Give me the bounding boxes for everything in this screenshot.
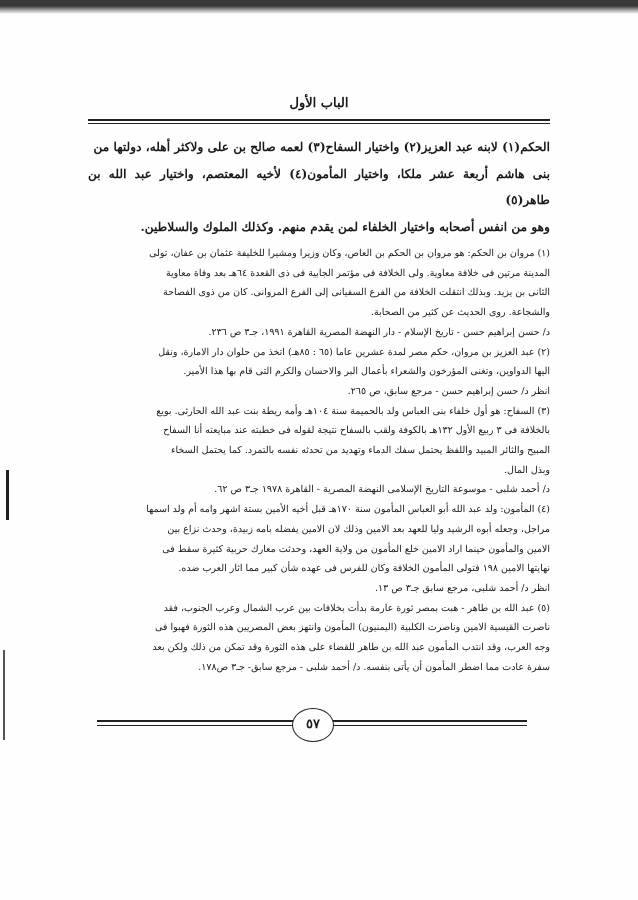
- scan-top-edge: [0, 0, 638, 14]
- footnote-line: سفرة عادت مما اضطر المأمون أن يأتى بنفسه. د/ أحمد شلبى - مرجع سابق- جـ٣ ص١٧٨.: [198, 661, 550, 673]
- chapter-title: الباب الأول: [289, 96, 349, 111]
- footnote-line: (٥) عبد الله بن طاهر - هبت بمصر ثورة عارمة بدأت بخلافات بين عرب الشمال وعرب الجنوب، فقد: [163, 602, 550, 614]
- footnote-line: د/ حسن إبراهيم حسن - تاريخ الإسلام - دار النهضة المصرية القاهرة ١٩٩١، جـ٣ ص ٢٣٦.: [208, 326, 550, 338]
- footnote-line: (٤) المأمون: ولد عبد الله أبو العباس المأمون سنة ١٧٠هـ قبل أخيه الأمين بستة اشهر وامه أم ولد اسمها: [146, 504, 550, 516]
- main-text: [88, 134, 550, 240]
- footnote-line: بالخلافة فى ٣ ربيع الأول ١٣٢هـ بالكوفة ولقب بالسفاح نتيجة لقوله فى خطبته عند مبايعته أنا السفاح: [163, 425, 550, 437]
- footnote-line: وبذل المال.: [504, 464, 550, 476]
- footnote-line: اليها الدواوين، وتغنى المؤرخون والشعراء بأعمال البر والاحسان والكرم التى قام بها هذا الأمير.: [183, 366, 550, 378]
- footnote-line: المبيح والثائر المبيد واللفظ يحتمل سفك الدماء وتهديد من تحدثه نفسه بالتمرد. كما يحتمل السخاء: [171, 445, 550, 457]
- footnote-line: مراجل، وجعله أبوه الرشيد وليا للعهد بعد الامين وذلك لان الامين يفضله بامه زبيدة، وحدث نزاع بين: [167, 523, 550, 535]
- footnote-line: (٣) السفاح: هو أول خلفاء بنى العباس ولد بالحميمة سنة ١٠٤هـ وأمه ريطة بنت عبد الله الحارثى. بويع: [156, 405, 550, 417]
- footnote-line: انظر د/ أحمد شلبى، مرجع سابق جـ٣ ص ١٣.: [374, 582, 550, 594]
- page-content: [88, 96, 550, 677]
- scan-left-mark: [6, 470, 9, 520]
- footnote-line: وجه العرب، وقد انتدب المأمون عبد الله بن طاهر للقضاء على هذه الثورة وقد تمكن من ذلك ولكن بعد: [152, 642, 550, 654]
- scan-left-mark: [3, 650, 5, 740]
- footnote-line: الثانى بن يزيد. وبذلك انتقلت الخلافة من الفرع السفيانى إلى الفرع المروانى. كان من ذوى الفصاحة: [163, 287, 550, 299]
- page-number: ٥٧: [292, 708, 334, 742]
- header-rule: [88, 119, 550, 124]
- footnote-line: نهايتها الامين ١٩٨ فتولى المأمون الخلافة وكان للفرس فى عهده شأن كبير مما اثار العرب ضده.: [178, 563, 550, 575]
- footnote-line: د/ أحمد شلبى - موسوعة التاريخ الإسلامى النهضة المصرية - القاهرة ١٩٧٨ جـ٣ ص ٦٢.: [214, 484, 550, 496]
- footnote-line: (١) مروان بن الحكم: هو مروان بن الحكم بن العاص، وكان وزيرا ومشيرا للخليفة عثمان بن عفان، تولى: [149, 248, 550, 259]
- footnote-line: (٢) عبد العزيز بن مروان، حكم مصر لمدة عشرين عاما (٦٥ : ٨٥هـ) اتخذ من حلوان دار الامارة، ونقل: [158, 346, 550, 358]
- footnote-line: انظر د/ حسن إبراهيم حسن - مرجع سابق، ص ٢٦٥.: [347, 385, 550, 397]
- footnote-line: والشجاعة. روى الحديث عن كثير من الصحابة.: [370, 307, 550, 319]
- main-line: الحكم(١) لابنه عبد العزيز(٢) واختيار السفاح(٣) لعمه صالح بن على ولاكثر أهله، دولتها من: [93, 140, 550, 154]
- footnote-line: ناصرت القيسية الامين وناصرت الكلبية (اليمنيون) المأمون وانتهز بعض المصريين هذه الثورة فهبوا فى: [155, 622, 550, 634]
- footnotes: [88, 244, 550, 677]
- page-footer: [97, 702, 527, 752]
- main-line: بنى هاشم أربعة عشر ملكا، واختيار المأمون(٤) لأخيه المعتصم، واختيار عبد الله بن طاهر(٥): [88, 166, 550, 207]
- main-line: وهو من انفس أصحابه واختيار الخلفاء لمن يقدم منهم. وكذلك الملوك والسلاطين.: [140, 219, 550, 234]
- footnote-line: الامين والمأمون حينما اراد الامين خلع المأمون من ولاية العهد، وحدثت معارك حربية كثيرة سقط فى: [162, 543, 550, 555]
- footnote-line: المدينة مرتين فى خلافة معاوية. ولى الخلافة فى مؤتمر الجابية فى ذى القعدة ٦٤هـ بعد وفاة معاوية: [165, 267, 550, 279]
